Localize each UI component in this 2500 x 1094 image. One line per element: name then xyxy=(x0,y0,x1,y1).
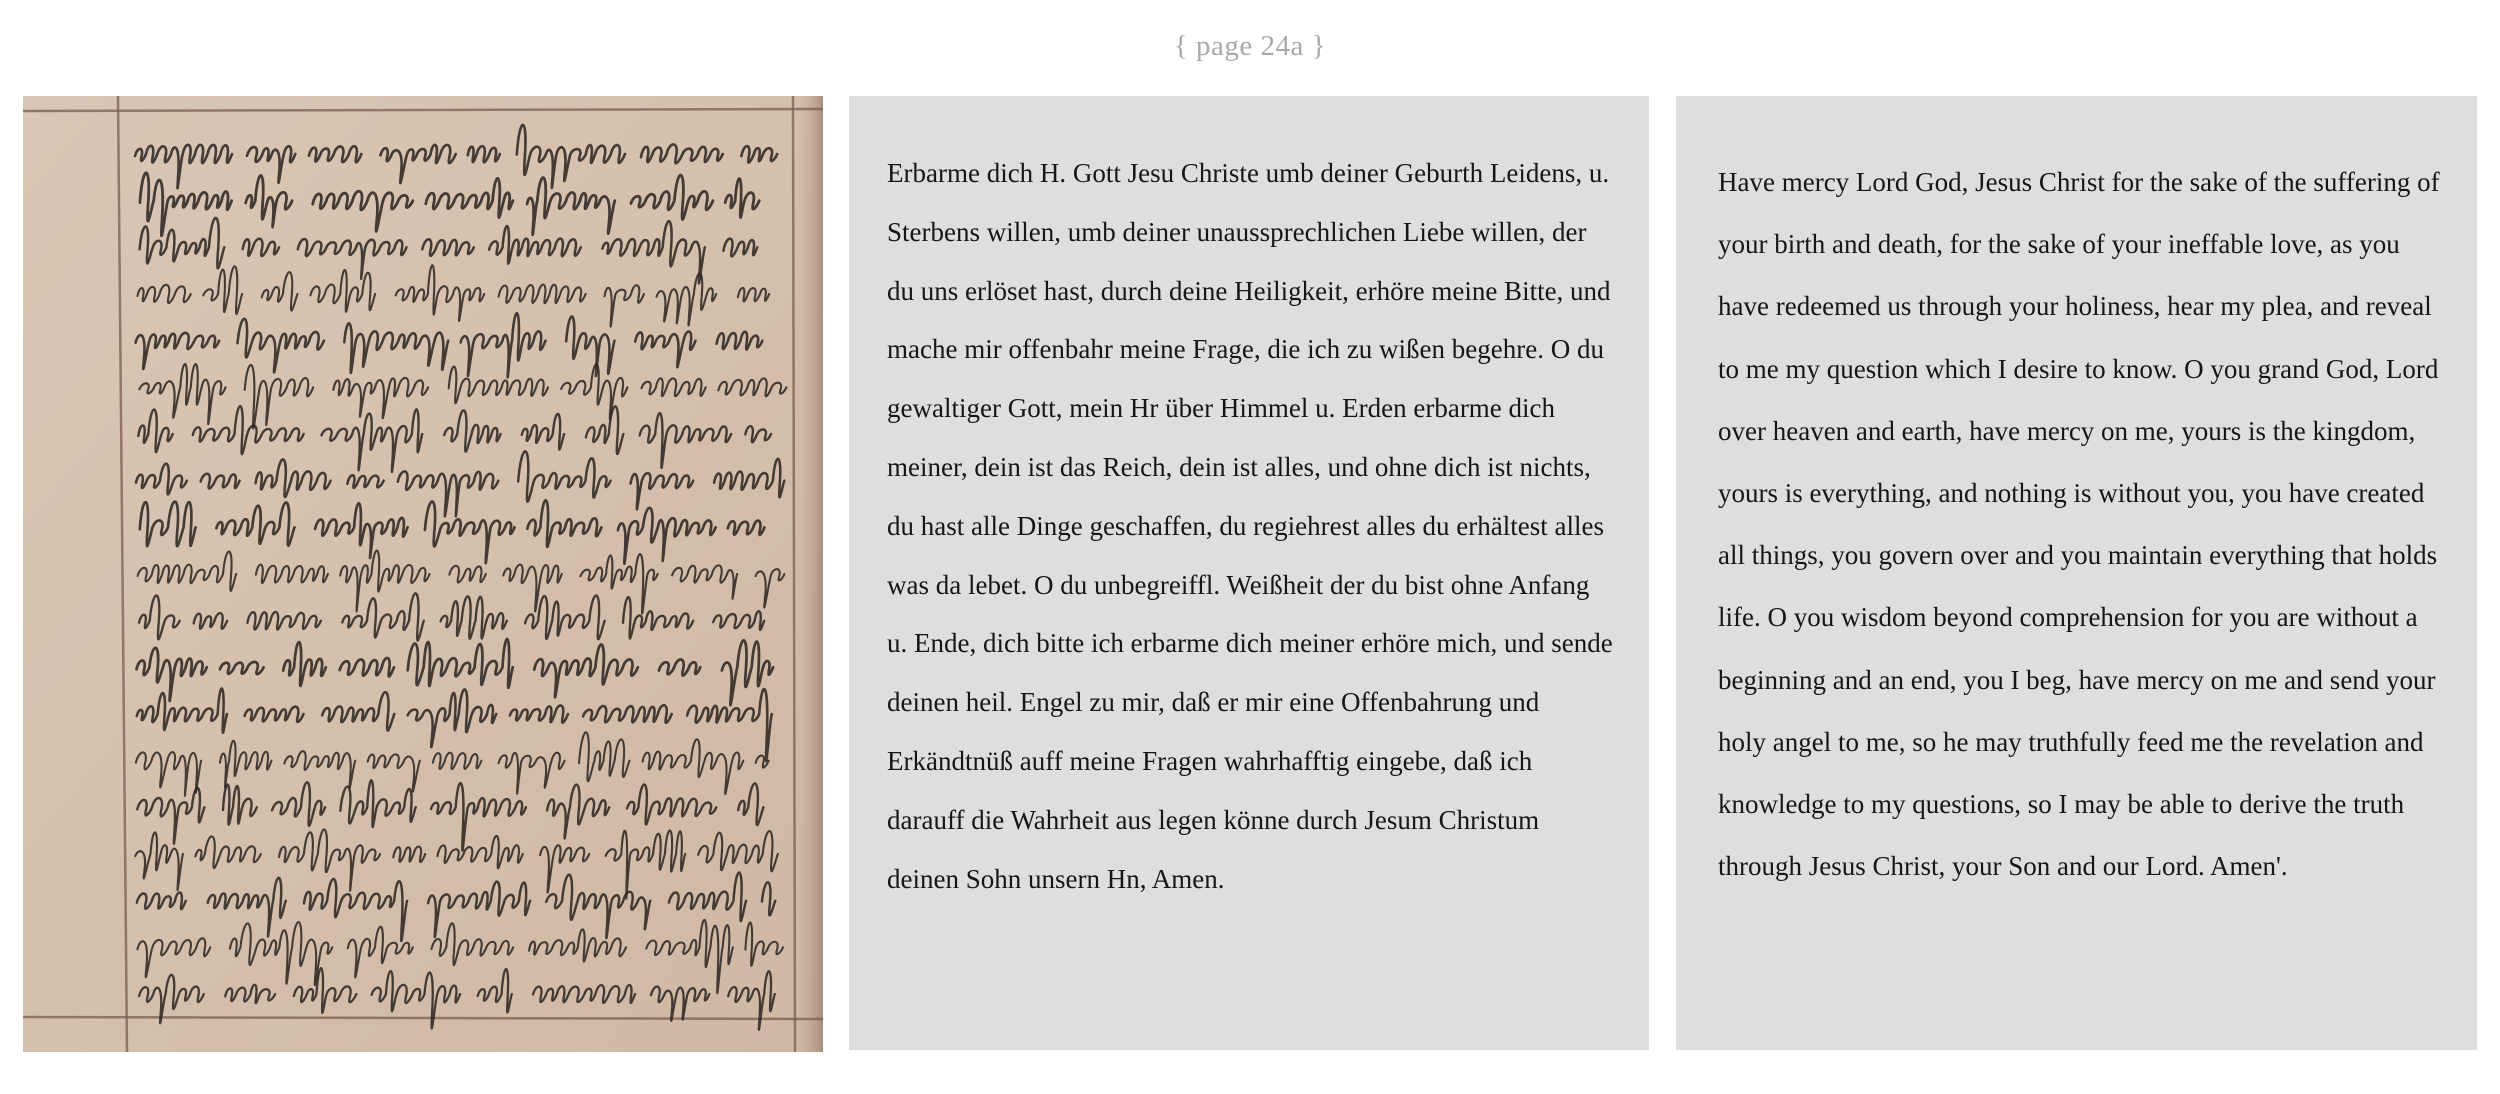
handwritten-manuscript-page xyxy=(23,96,823,1052)
transcription-text: Erbarme dich H. Gott Jesu Christe umb deiner Geburth Leidens, u. Sterbens willen, umb deiner unaussprechlichen Liebe willen, der du uns erlöset hast, durch deine Heiligkeit, erhöre meine Bitte, und mache mir offenbahr meine Frage, die ich zu wißen begehre. O du gewaltiger Gott, mein Hr über Himmel u. Erden erbarme dich meiner, dein ist das Reich, dein ist alles, und ohne dich ist nichts, du hast alle Dinge geschaffen, du regiehrest alles du erhältest alles was da lebet. O du unbegreiffl. Weißheit der du bist ohne Anfang u. Ende, dich bitte ich erbarme dich meiner erhöre mich, und sende deinen heil. Engel zu mir, daß er mir eine Offenbahrung und Erkändtnüß auff meine Fragen wahrhafftig eingebe, daß ich darauff die Wahrheit aus legen könne durch Jesum Christum deinen Sohn unsern Hn, Amen. xyxy=(887,158,1613,894)
transcription-panel xyxy=(849,96,1649,1050)
manuscript-image xyxy=(23,96,823,1052)
page-label: { page 24a } xyxy=(1173,30,1327,62)
translation-text: Have mercy Lord God, Jesus Christ for the sake of the suffering of your birth and death, for the sake of your ineffable love, as you have redeemed us through your holiness, hear my plea, and reveal to me my question which I desire to know. O you grand God, Lord over heaven and earth, have mercy on me, yours is the kingdom, yours is everything, and nothing is without you, you have created all things, you govern over and you maintain everything that holds life. O you wisdom beyond comprehension for you are without a beginning and an end, you I beg, have mercy on me and send your holy angel to me, so he may truthfully feed me the revelation and knowledge to my questions, so I may be able to derive the truth through Jesus Christ, your Son and our Lord. Amen'. xyxy=(1718,167,2440,882)
translation-panel xyxy=(1676,96,2477,1050)
